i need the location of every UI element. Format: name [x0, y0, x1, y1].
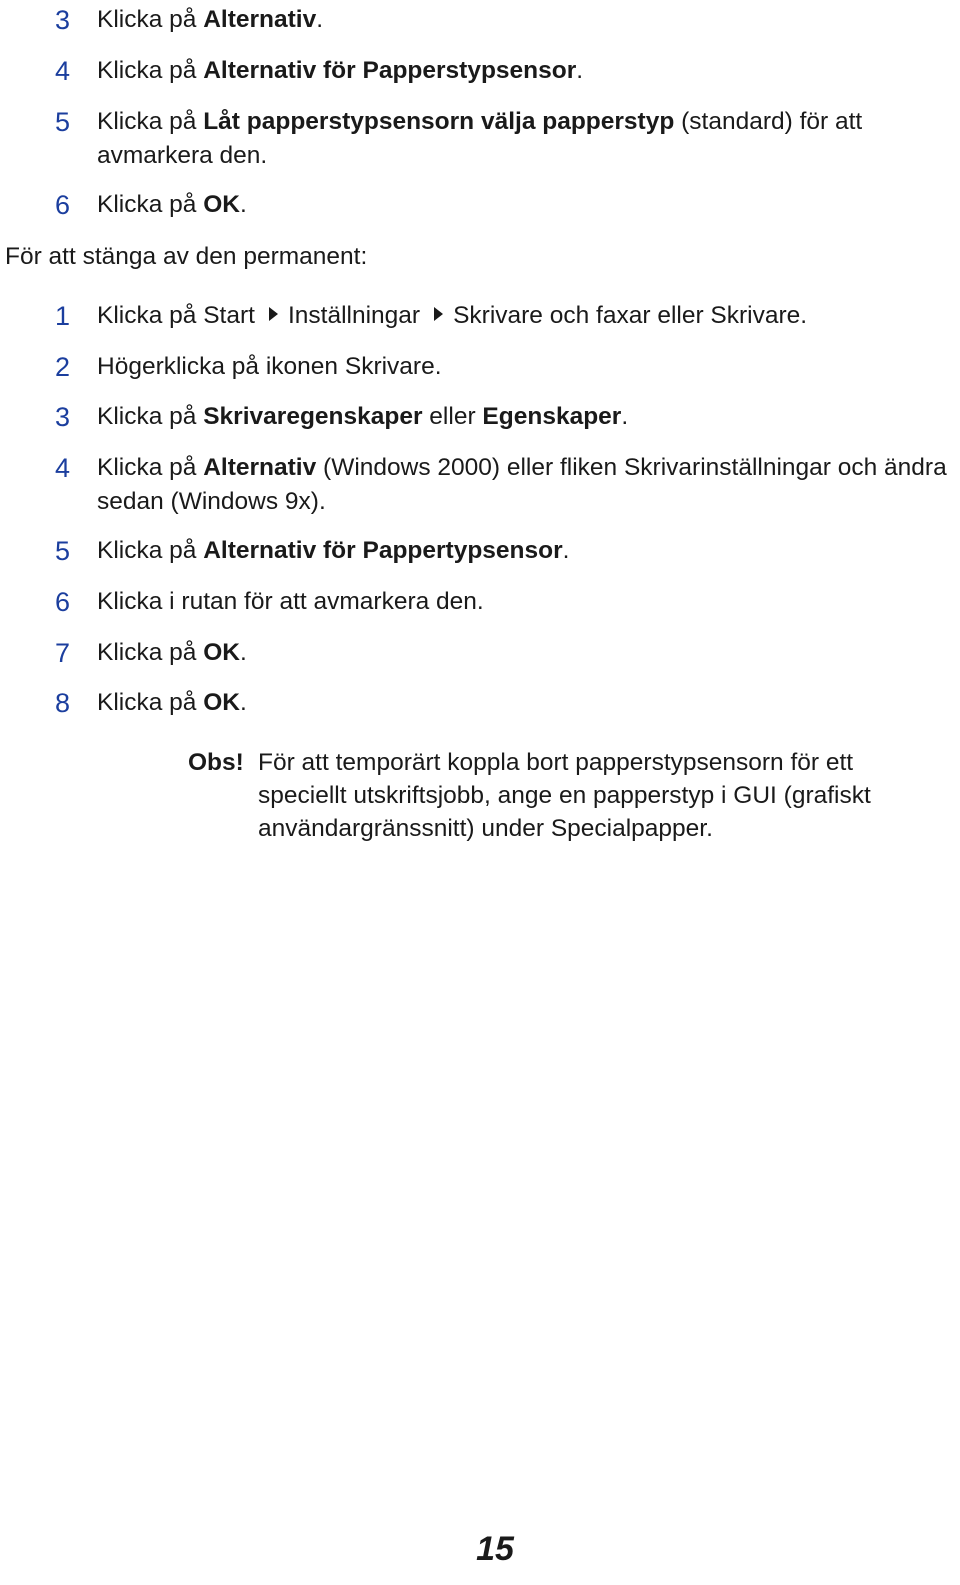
ui-term: Alternativ [203, 6, 317, 33]
step-text: Klicka på Alternativ. [97, 6, 324, 33]
step-number: 4 [55, 453, 71, 483]
step-text: Klicka på OK. [97, 191, 247, 218]
step-text: Klicka på Skrivaregenskaper eller Egenskaper. [97, 403, 629, 430]
step-text: Klicka på OK. [97, 639, 247, 666]
step-text: Klicka på Start Inställningar Skrivare och faxar eller Skrivare. [97, 302, 808, 329]
note-label: Obs! [188, 749, 244, 776]
step-number: 6 [55, 587, 71, 617]
step-text: Klicka på Alternativ (Windows 2000) eller fliken Skrivarinställningar och ändra sedan (Windows 9x). [97, 454, 947, 515]
ui-term: Alternativ för Papperstypsensor [203, 57, 577, 84]
menu-arrow-icon [434, 307, 443, 321]
step-number: 1 [55, 301, 71, 331]
step-number: 2 [55, 352, 71, 382]
ui-term: Låt papperstypsensorn välja papperstyp [203, 108, 675, 135]
ui-term: OK [203, 689, 240, 716]
section-intro: För att stänga av den permanent: [5, 243, 368, 270]
ui-term: Alternativ för Pappertypsensor [203, 537, 563, 564]
ui-term: Egenskaper [482, 403, 622, 430]
step-number: 5 [55, 536, 71, 566]
step-number: 4 [55, 56, 71, 86]
ui-term: OK [203, 191, 240, 218]
ui-term: Skrivaregenskaper [203, 403, 423, 430]
step-number: 6 [55, 190, 71, 220]
ui-term: Alternativ [203, 454, 317, 481]
step-text: Klicka på Alternativ för Papperstypsensor. [97, 57, 584, 84]
note-text: För att temporärt koppla bort papperstypsensorn för ett speciellt utskriftsjobb, ange en papperstyp i GUI (grafiskt användargränssnitt) under Specialpapper. [258, 749, 871, 842]
step-number: 7 [55, 638, 71, 668]
step-number: 5 [55, 107, 71, 137]
menu-arrow-icon [269, 307, 278, 321]
step-number: 3 [55, 402, 71, 432]
step-text: Klicka på Alternativ för Pappertypsensor. [97, 537, 570, 564]
step-text: Klicka på OK. [97, 689, 247, 716]
ui-term: OK [203, 639, 240, 666]
step-text: Klicka i rutan för att avmarkera den. [97, 588, 484, 615]
page-number: 15 [476, 1530, 514, 1568]
step-text: Klicka på Låt papperstypsensorn välja papperstyp (standard) för att avmarkera den. [97, 108, 863, 169]
step-number: 8 [55, 688, 71, 718]
step-number: 3 [55, 5, 71, 35]
step-text: Högerklicka på ikonen Skrivare. [97, 353, 442, 380]
